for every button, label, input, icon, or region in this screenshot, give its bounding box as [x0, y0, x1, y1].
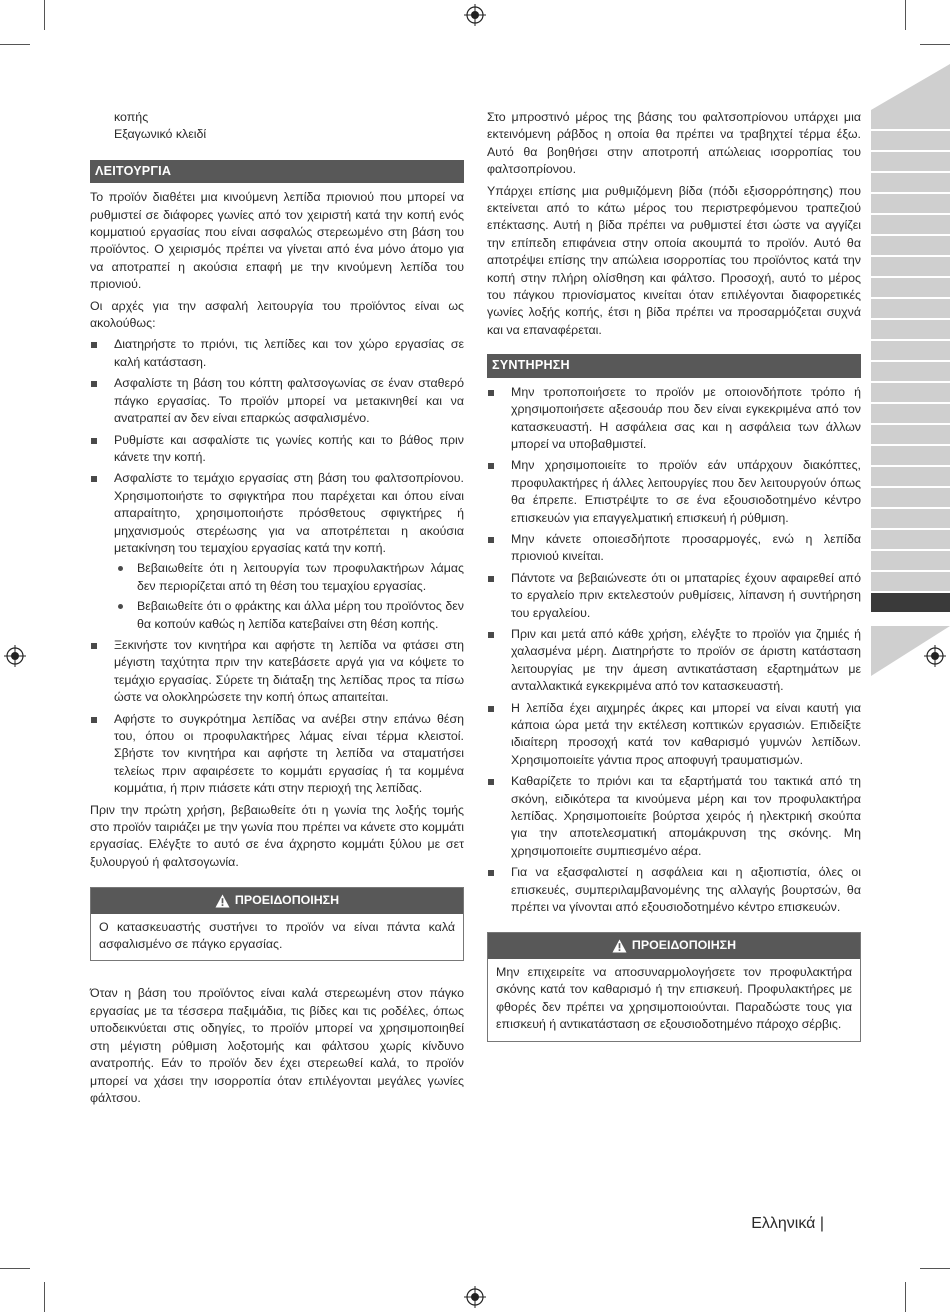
list-item: Ασφαλίστε τη βάση του κόπτη φαλτσογωνίας σε έναν σταθερό πάγκο εργασίας. Το προϊόν μπορεί να μετακινηθεί και να ανατραπεί αν δεν είναι επαρκώς ασφαλισμένο.	[90, 375, 464, 427]
side-tab	[871, 383, 950, 402]
list-item: Καθαρίζετε το πριόνι και τα εξαρτήματά του τακτικά από τη σκόνη, ειδικότερα τα κινούμενα μέρη και τον προφυλακτήρα λεπίδας. Χρησιμοποιείτε βούρτσα χειρός ή ηλεκτρική σκούπα για την αποτελεσματική απομάκρυνση της σκόνης. Μη χρησιμοποιείτε συμπιεσμένο αέρα.	[487, 773, 861, 860]
side-tab	[871, 362, 950, 381]
sub-list-item: Βεβαιωθείτε ότι ο φράκτης και άλλα μέρη του προϊόντος δεν θα κοπούν καθώς η λεπίδα κατεβαίνει στη θέση κοπής.	[114, 598, 464, 633]
square-bullet-icon	[91, 438, 97, 444]
side-tab	[871, 320, 950, 339]
warning-triangle-icon	[612, 939, 627, 953]
registration-mark-icon	[464, 1286, 486, 1308]
side-tab	[871, 131, 950, 150]
square-bullet-icon	[488, 706, 494, 712]
list-item: Μην τροποποιήσετε το προϊόν με οποιονδήποτε τρόπο ή χρησιμοποιήσετε αξεσουάρ που δεν είναι εγκεκριμένα από τον κατασκευαστή. Η ασφάλεια σας και η ασφάλεια των άλλων μπορεί να υποβαθμιστεί.	[487, 384, 861, 454]
paragraph: Οι αρχές για την ασφαλή λειτουργία του προϊόντος είναι ως ακολούθως:	[90, 298, 464, 331]
right-column	[487, 109, 861, 1042]
list-item: Αφήστε το συγκρότημα λεπίδας να ανέβει στην επάνω θέση του, όπου οι προφυλακτήρες λάμας είναι τέρμα κλειστοί. Σβήστε τον κινητήρα και αφήστε τη λεπίδα να σταματήσει τελείως πριν αφαιρέσετε το κομμάτι εργασίας ή τα κομμένα κομμάτια, ή πριν πιάσετε κάτι στην περιοχή της λεπίδας.	[90, 711, 464, 798]
paragraph: Υπάρχει επίσης μια ρυθμιζόμενη βίδα (πόδι εξισορρόπησης) που εκτείνεται από το κάτω μέρος του περιστρεφόμενου τραπεζιού επέκτασης. Αυτή η βίδα πρέπει να ρυθμιστεί έτσι ώστε να αγγίζει την επίπεδη επιφάνεια στην οποία ακουμπά το προϊόν. Αυτό θα αποτρέψει επίσης την απώλεια ισορροπίας του προϊόντος κατά την κοπή στην πλήρη ολίσθηση και φάλτσο. Προσοχή, αυτό το μέρος του πάγκου πριονίσματος κινείται όταν επιλέγονται διαφορετικές γωνίες λοξής κοπής, έτσι η βίδα πρέπει να προσαρμόζεται συχνά και να επαναφέρεται.	[487, 183, 861, 337]
side-tab	[871, 299, 950, 318]
crop-mark	[920, 44, 950, 45]
square-bullet-icon	[488, 632, 494, 638]
square-bullet-icon	[91, 717, 97, 723]
side-tab	[871, 446, 950, 465]
warning-text: Ο κατασκευαστής συστήνει το προϊόν να είναι πάντα καλά ασφαλισμένο σε πάγκο εργασίας.	[99, 919, 455, 952]
crop-mark	[44, 1282, 45, 1312]
paragraph: Το προϊόν διαθέτει μια κινούμενη λεπίδα πριονιού που μπορεί να ρυθμιστεί σε διάφορες γωνίες από τον χειριστή κατά την κοπή ενός κομματιού εργασίας που είναι ασφαλώς στερεωμένο στη βάση του προϊόντος. Ο χειρισμός πρέπει να γίνεται από ένα μόνο άτομο για να αποτραπεί η ακούσια επαφή με την κινούμενη λεπίδα του πριονιού.	[90, 190, 464, 292]
side-tab	[871, 341, 950, 360]
side-tab	[871, 467, 950, 486]
side-tab	[871, 572, 950, 591]
square-bullet-icon	[91, 381, 97, 387]
warning-header	[91, 888, 463, 913]
side-tab	[871, 551, 950, 570]
crop-mark	[0, 1268, 30, 1269]
warning-text: Μην επιχειρείτε να αποσυναρμολογήσετε τον προφυλακτήρα σκόνης κατά τον καθαρισμό ή την επισκευή. Προφυλακτήρες με φθορές δεν πρέπει να χρησιμοποιούνται. Παραδώστε τους για επισκευή ή αντικατάσταση σε εξουσιοδοτημένο πάροχο σέρβις.	[496, 964, 852, 1032]
square-bullet-icon	[488, 537, 494, 543]
list-item: Πάντοτε να βεβαιώνεστε ότι οι μπαταρίες έχουν αφαιρεθεί από το εργαλείο πριν εκτελεστούν ρυθμίσεις, λίπανση ή συντήρηση του εργαλείου.	[487, 570, 861, 622]
warning-header	[488, 933, 860, 958]
list-item: Για να εξασφαλιστεί η ασφάλεια και η αξιοπιστία, όλες οι επισκευές, συμπεριλαμβανομένης της αλλαγής βουρτσών, θα πρέπει να γίνονται από εξουσιοδοτημένο κέντρο επισκευών.	[487, 864, 861, 916]
side-tab	[871, 404, 950, 423]
warning-triangle-icon	[215, 894, 230, 908]
list-item: Ρυθμίστε και ασφαλίστε τις γωνίες κοπής και το βάθος πριν κάνετε την κοπή.	[90, 432, 464, 467]
square-bullet-icon	[488, 390, 494, 396]
crop-mark	[920, 1268, 950, 1269]
side-tab	[871, 194, 950, 213]
registration-mark-icon	[4, 645, 26, 667]
side-tab	[871, 425, 950, 444]
section-title-maintenance: ΣΥΝΤΗΡΗΣΗ	[487, 354, 861, 377]
warning-box	[90, 887, 464, 961]
intro-line: κοπής	[114, 110, 149, 124]
round-bullet-icon	[118, 566, 123, 571]
paragraph: Στο μπροστινό μέρος της βάσης του φαλτσοπρίονου υπάρχει μια εκτεινόμενη ράβδος η οποία θα πρέπει να τραβηχτεί τέρμα έξω. Αυτό θα βοηθήσει στην αποτροπή απώλειας ισορροπίας του φαλτσοπρίονου.	[487, 110, 861, 177]
side-tab	[871, 173, 950, 192]
square-bullet-icon	[91, 476, 97, 482]
square-bullet-icon	[91, 342, 97, 348]
language-side-tabs	[871, 110, 950, 614]
list-item: Μην κάνετε οποιεσδήποτε προσαρμογές, ενώ η λεπίδα πριονιού κινείται.	[487, 531, 861, 566]
side-tab	[871, 278, 950, 297]
crop-mark	[905, 1282, 906, 1312]
side-tab-bottom-triangle	[871, 626, 950, 676]
side-tab	[871, 215, 950, 234]
side-tab	[871, 152, 950, 171]
square-bullet-icon	[488, 779, 494, 785]
side-tab	[871, 530, 950, 549]
side-tab	[871, 509, 950, 528]
page-footer-language: Ελληνικά |	[751, 1215, 824, 1232]
bullet-list	[487, 384, 861, 917]
left-column	[90, 109, 464, 1111]
list-item: Μην χρησιμοποιείτε το προϊόν εάν υπάρχουν διακόπτες, προφυλακτήρες ή άλλες λειτουργίες που δεν λειτουργούν όπως θα έπρεπε. Επιστρέψτε το σε ένα εξουσιοδοτημένο κέντρο επισκευών για επαγγελματική επισκευή ή ρύθμιση.	[487, 457, 861, 527]
list-item: Ξεκινήστε τον κινητήρα και αφήστε τη λεπίδα να φτάσει στη μέγιστη ταχύτητα πριν την κατεβάσετε αργά για να κόψετε το τεμάχιο εργασίας. Σύρετε τη διάταξη της λεπίδας προς τα πίσω ώστε να ολοκληρώσετε την κοπή όπως απαιτείται.	[90, 637, 464, 707]
list-item: Διατηρήστε το πριόνι, τις λεπίδες και τον χώρο εργασίας σε καλή κατάσταση.	[90, 336, 464, 371]
square-bullet-icon	[488, 870, 494, 876]
square-bullet-icon	[488, 463, 494, 469]
side-tab	[871, 236, 950, 255]
section-title-operation: ΛΕΙΤΟΥΡΓΙΑ	[90, 160, 464, 183]
crop-mark	[44, 0, 45, 30]
round-bullet-icon	[118, 604, 123, 609]
intro-line: Εξαγωνικό κλειδί	[114, 127, 207, 142]
list-item: Ασφαλίστε το τεμάχιο εργασίας στη βάση του φαλτσοπρίονου. Χρησιμοποιήστε το σφιγκτήρα που παρέχεται και όπου είναι απαραίτητο, χρησιμοποιήστε πρόσθετους σφιγκτήρες ή μηχανισμούς στερέωσης για να αποτρέπεται η ακούσια μετακίνηση του τεμαχίου εργασίας κατά την κοπή. Βεβαιωθείτε ότι η λειτουργία των προφυλακτήρων λάμας δεν περιορίζεται από τη θέση του τεμαχίου εργασίας. Βεβαιωθείτε ότι ο φράκτης και άλλα μέρη του προϊόντος δεν θα κοπούν καθώς η λεπίδα κατεβαίνει στη θέση κοπής.	[90, 470, 464, 633]
crop-mark	[0, 44, 30, 45]
warning-title: ΠΡΟΕΙΔΟΠΟΙΗΣΗ	[234, 893, 340, 908]
bullet-list	[90, 336, 464, 797]
square-bullet-icon	[488, 576, 494, 582]
side-tab-top-triangle	[871, 64, 950, 110]
warning-title: ΠΡΟΕΙΔΟΠΟΙΗΣΗ	[631, 938, 737, 953]
side-tab	[871, 257, 950, 276]
list-item: Η λεπίδα έχει αιχμηρές άκρες και μπορεί να είναι καυτή για κάποια ώρα μετά την εκτέλεση κοπτικών εργασιών. Επιδείξτε ιδιαίτερη προσοχή κατά τον καθαρισμό γυμνών λεπίδων. Χρησιμοποιείτε γάντια προς αποφυγή τραυματισμών.	[487, 700, 861, 770]
square-bullet-icon	[91, 643, 97, 649]
sub-bullet-list	[114, 560, 464, 633]
paragraph: Όταν η βάση του προϊόντος είναι καλά στερεωμένη στον πάγκο εργασίας με τα τέσσερα παξιμάδια, τις βίδες και τις ροδέλες, όπως υποδεικνύεται στις οδηγίες, το προϊόν μπορεί να χρησιμοποιηθεί στη μέγιστη ρύθμιση λοξοτομής και φάλτσου χωρίς κίνδυνο ανατροπής. Εάν το προϊόν δεν έχει στερεωθεί καλά, το προϊόν μπορεί να χάσει την ισορροπία όταν επιλέγονται μεγάλες γωνίες φάλτσου.	[90, 986, 464, 1105]
side-tab-active	[871, 593, 950, 612]
list-item: Πριν και μετά από κάθε χρήση, ελέγξτε το προϊόν για ζημιές ή χαλασμένα μέρη. Διατηρήστε το προϊόν σε άριστη κατάσταση λειτουργίας με την άμεση αντικατάσταση εξαρτημάτων με ανταλλακτικά εγκεκριμένα από τον κατασκευαστή.	[487, 626, 861, 696]
warning-box	[487, 932, 861, 1041]
registration-mark-icon	[464, 4, 486, 26]
sub-list-item: Βεβαιωθείτε ότι η λειτουργία των προφυλακτήρων λάμας δεν περιορίζεται από τη θέση του τεμαχίου εργασίας.	[114, 560, 464, 595]
side-tab	[871, 488, 950, 507]
paragraph: Πριν την πρώτη χρήση, βεβαιωθείτε ότι η γωνία της λοξής τομής στο προϊόν ταιριάζει με την γωνία που πρέπει να κάνετε στο κομμάτι εργασίας. Ελέγξτε το αυτό σε ένα άχρηστο κομμάτι ξύλου με σετ ξυλουργού ή φαλτσογωνία.	[90, 802, 464, 869]
crop-mark	[905, 0, 906, 30]
side-tab	[871, 110, 950, 129]
